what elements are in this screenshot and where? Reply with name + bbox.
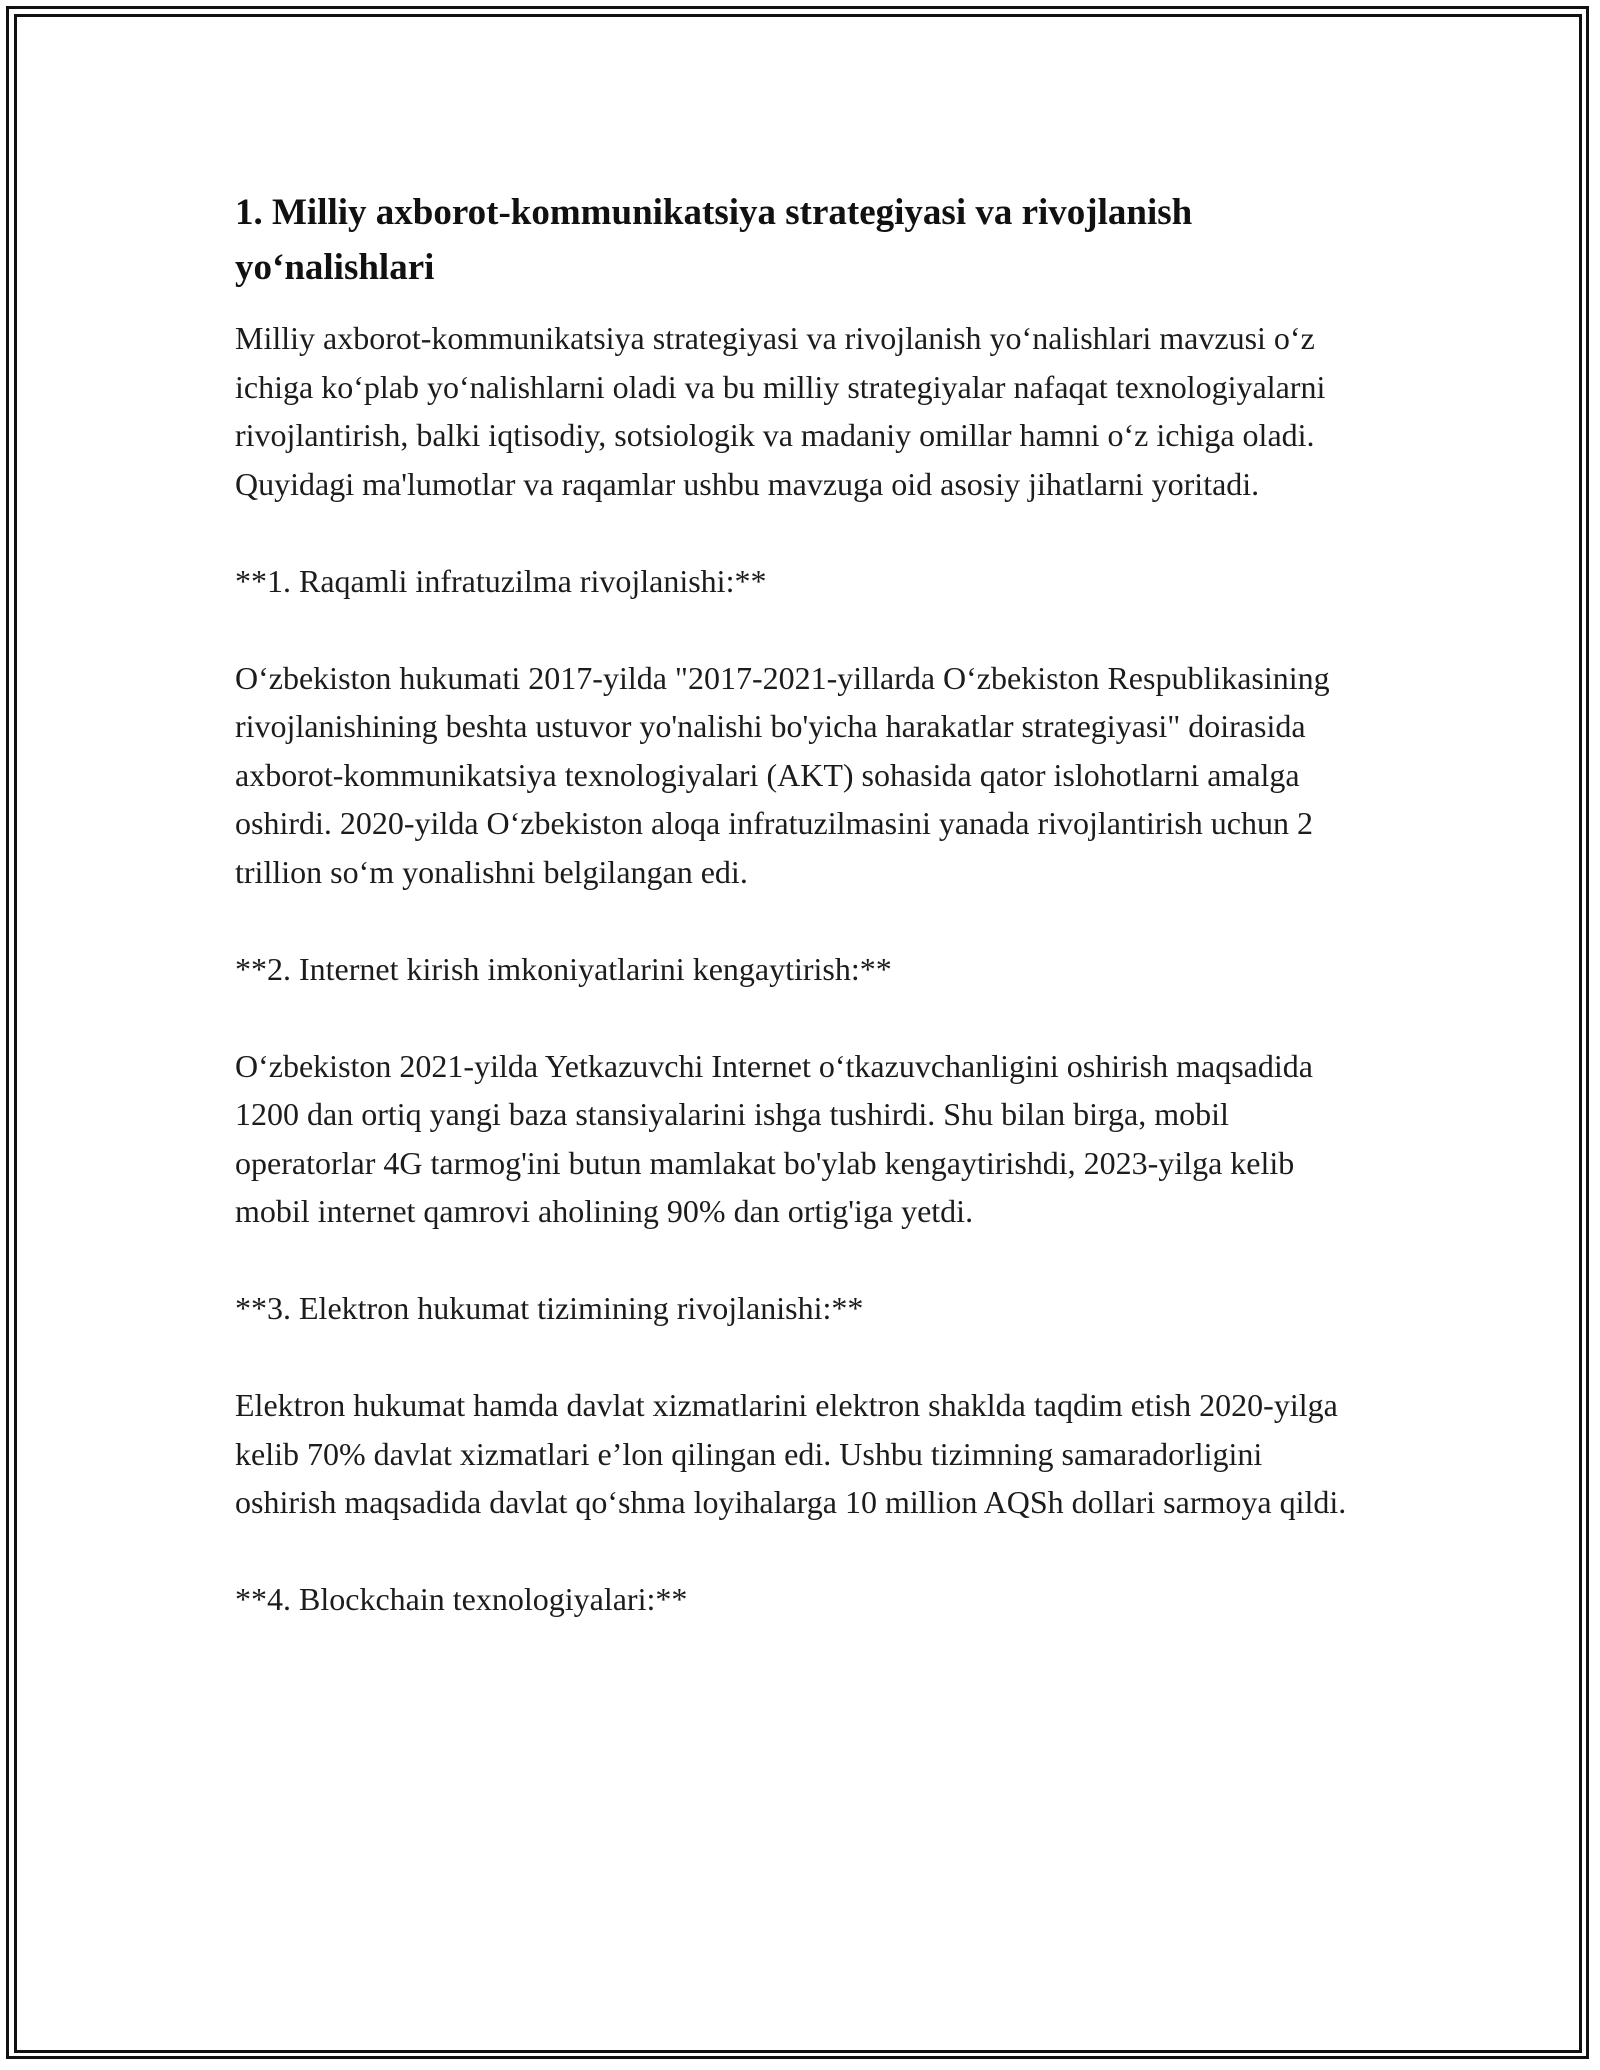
subsection-title-1: **1. Raqamli infratuzilma rivojlanishi:** <box>235 562 767 599</box>
paragraph-gap <box>235 605 1365 654</box>
subsection-title-4: **4. Blockchain texnologiyalari:** <box>235 1581 688 1617</box>
paragraph-gap <box>235 1333 1365 1382</box>
paragraph-gap <box>235 1527 1365 1576</box>
paragraph-gap <box>235 1236 1365 1285</box>
subsection-body-3: Elektron hukumat hamda davlat xizmatlarini elektron shaklda taqdim etish 2020-yilga kelib 70% davlat xizmatlari e’lon qilingan edi. Ushbu tizimning samaradorligini oshirish maqsadida davlat qo‘shma loyihalarga 10 million AQSh dollari sarmoya qildi. <box>235 1387 1347 1520</box>
document-body <box>235 185 1365 1624</box>
subsection-title-3: **3. Elektron hukumat tizimining rivojlanishi:** <box>235 1290 864 1326</box>
paragraph-gap <box>235 993 1365 1042</box>
intro-paragraph: Milliy axborot-kommunikatsiya strategiyasi va rivojlanish yo‘nalishlari mavzusi o‘z ichiga ko‘plab yo‘nalishlarni oladi va bu milliy strategiyalar nafaqat texnologiyalarni rivojlantirish, balki iqtisodiy, sotsiologik va madaniy omillar hamni o‘z ichiga oladi. Quyidagi ma'lumotlar va raqamlar ushbu mavzuga oid asosiy jihatlarni yoritadi. <box>235 320 1326 502</box>
subsection-title-2: **2. Internet kirish imkoniyatlarini kengaytirish:** <box>235 950 892 987</box>
section-heading: 1. Milliy axborot-kommunikatsiya strategiyasi va rivojlanish yo‘nalishlari <box>235 192 1193 288</box>
subsection-body-2: O‘zbekiston 2021-yilda Yetkazuvchi Internet o‘tkazuvchanligini oshirish maqsadida 1200 dan ortiq yangi baza stansiyalarini ishga tushirdi. Shu bilan birga, mobil operatorlar 4G tarmog'ini butun mamlakat bo'ylab kengaytirishdi, 2023-yilga kelib mobil internet qamrovi aholining 90% dan ortig'iga yetdi. <box>235 1047 1313 1229</box>
subsection-body-1: O‘zbekiston hukumati 2017-yilda "2017-2021-yillarda O‘zbekiston Respublikasining rivojlanishining beshta ustuvor yo'nalishi bo'yicha harakatlar strategiyasi" doirasida axborot-kommunikatsiya texnologiyalari (AKT) sohasida qator islohotlarni amalga oshirdi. 2020-yilda O‘zbekiston aloqa infratuzilmasini yanada rivojlantirish uchun 2 trillion so‘m yonalishni belgilangan edi. <box>235 659 1330 890</box>
paragraph-gap <box>235 896 1365 945</box>
paragraph-gap <box>235 508 1365 557</box>
